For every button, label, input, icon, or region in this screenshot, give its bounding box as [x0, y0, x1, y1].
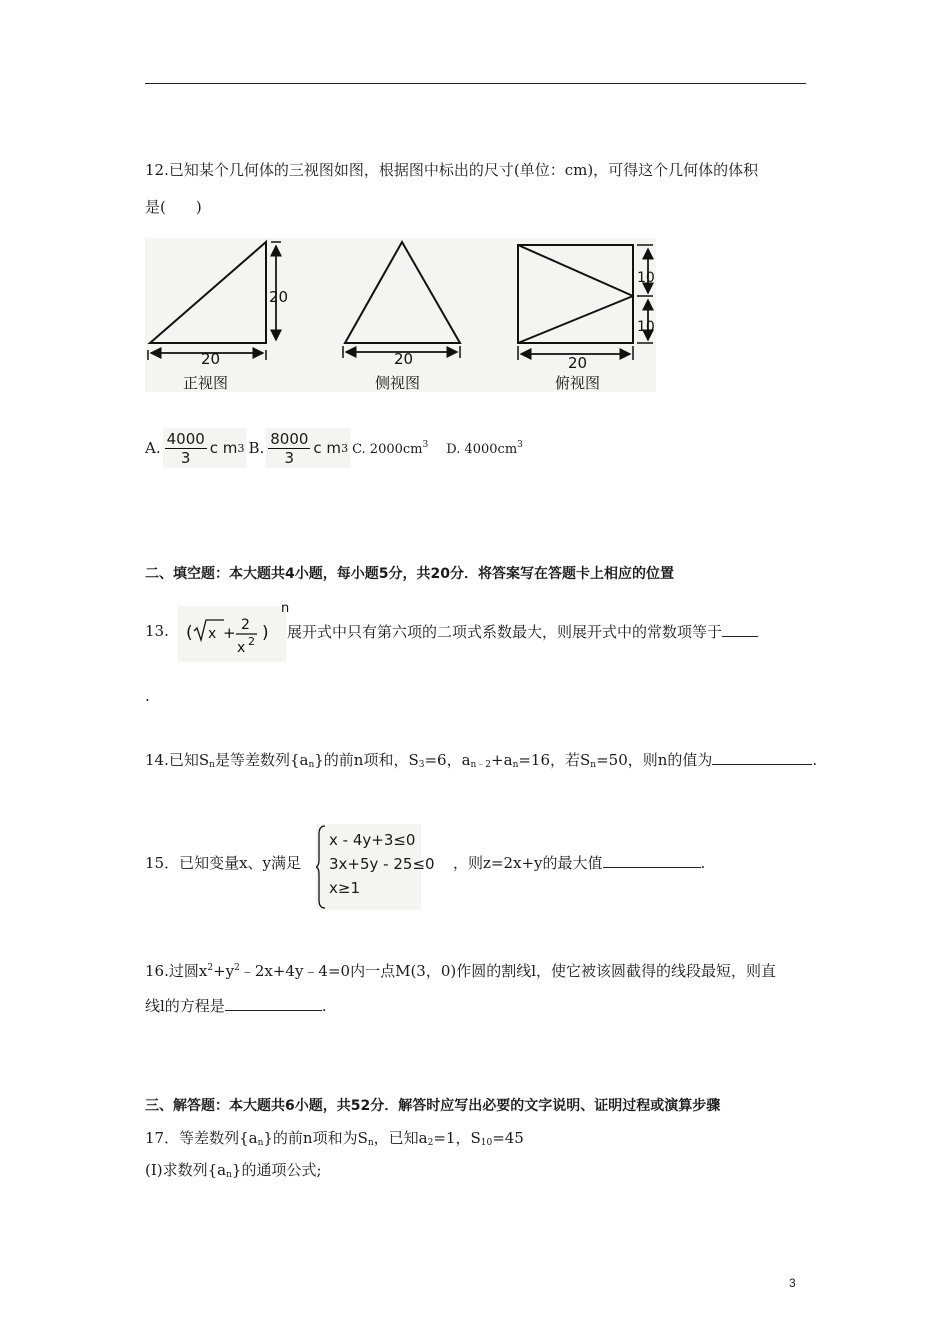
top-dim-upper: 10 [637, 270, 655, 286]
front-view-caption: 正视图 [183, 374, 229, 392]
q13-text: 展开式中只有第六项的二项式系数最大，则展开式中的常数项等于 [287, 623, 723, 641]
q12-stem-line2: 是( ) [145, 198, 202, 216]
top-view-caption: 俯视图 [555, 374, 601, 392]
option-a-label: A. [145, 439, 161, 457]
option-b-label: B. [248, 439, 265, 457]
top-view [518, 245, 653, 360]
ineq-1: x - 4y+3≤0 [329, 831, 416, 849]
q16-stem-line1: 16.过圆$x^2+y^2﹣2x+4y﹣4=0$内一点M(3，0)作圆的割线l，使它被该圆截得的线段最短，则直 [145, 962, 777, 980]
expr-close-paren: ) [262, 623, 269, 643]
option-a-formula [163, 428, 247, 468]
q15-system [316, 824, 435, 910]
top-dim-lower: 10 [637, 319, 655, 335]
q14-answer-blank [712, 750, 812, 765]
option-a-exp: 3 [237, 441, 245, 455]
q12-options [145, 426, 523, 470]
expr-open-paren: ( [186, 623, 193, 643]
expr-den-base: x [237, 640, 246, 656]
q15-prefix: 15．已知变量x、y满足 [145, 854, 302, 872]
side-view-triangle [345, 242, 460, 343]
three-view-figure [145, 238, 656, 392]
front-dim-width: 20 [201, 350, 221, 368]
q12-stem-line1: 12.已知某个几何体的三视图如图，根据图中标出的尺寸(单位：cm)，可得这个几何体的体积 [145, 161, 759, 179]
expr-radical-x: x [208, 626, 217, 642]
ineq-2: 3x+5y - 25≤0 [329, 855, 435, 873]
q13-text-line [287, 622, 758, 642]
expr-numerator: 2 [241, 617, 250, 633]
page-number: 3 [789, 1276, 796, 1290]
section2-header: 二、填空题：本大题共4小题，每小题5分，共20分．将答案写在答题卡上相应的位置 [145, 566, 674, 582]
q17-stem: 17．等差数列$\{a_n\}$的前n项和为$S_n$，已知$a_2=1$，$S_{10}=45$ [145, 1129, 524, 1148]
side-dim-width: 20 [394, 350, 414, 368]
top-dim-width: 20 [568, 354, 588, 372]
q16-stem-line2: 线l的方程是 . [145, 997, 327, 1015]
front-view-triangle [150, 242, 266, 343]
option-b-numerator: 8000 [270, 429, 309, 448]
option-b-denominator: 3 [284, 448, 295, 467]
side-view-caption: 侧视图 [375, 374, 421, 392]
option-a-numerator: 4000 [166, 429, 205, 448]
option-c: C. $2000cm^3$ [352, 439, 429, 457]
option-b-exp: 3 [341, 441, 349, 455]
option-b-formula [266, 428, 350, 468]
section3-header: 三、解答题：本大题共6小题，共52分．解答时应写出必要的文字说明、证明过程或演算步骤 [145, 1098, 721, 1114]
q13-answer-blank [722, 622, 758, 637]
side-view [343, 242, 460, 358]
option-a-unit: c m [209, 439, 238, 457]
expr-power-n: n [281, 601, 290, 616]
q16-answer-blank [225, 996, 322, 1011]
left-brace [316, 824, 326, 910]
q15-suffix: ，则z=2x+y的最大值 [453, 854, 603, 872]
q15-suffix-line: ，则z=2x+y的最大值 . [453, 854, 706, 872]
top-view-rect [518, 245, 633, 343]
ineq-3: x≥1 [329, 879, 360, 897]
q13-expression [178, 601, 290, 662]
option-a-denominator: 3 [180, 448, 191, 467]
q13-number: 13. [145, 622, 169, 640]
expr-den-exp: 2 [248, 635, 255, 648]
q17-part1: (Ⅰ)求数列$\{a_n\}$的通项公式; [145, 1161, 322, 1180]
front-view [148, 242, 281, 360]
header-rule [145, 83, 806, 84]
q13-trailing: . [145, 687, 150, 705]
q14-stem: 14.已知$S_n$是等差数列$\{a_n\}$的前n项和，$S_3=6$，$a_{n﹣2}+a_n=16$，若$S_n=50$，则n的值为 . [145, 751, 818, 770]
expr-plus: + [223, 624, 236, 642]
option-b-unit: c m [313, 439, 342, 457]
front-dim-height: 20 [269, 288, 289, 306]
option-d: D. $4000cm^3$ [446, 439, 523, 457]
q15-answer-blank [603, 853, 701, 868]
